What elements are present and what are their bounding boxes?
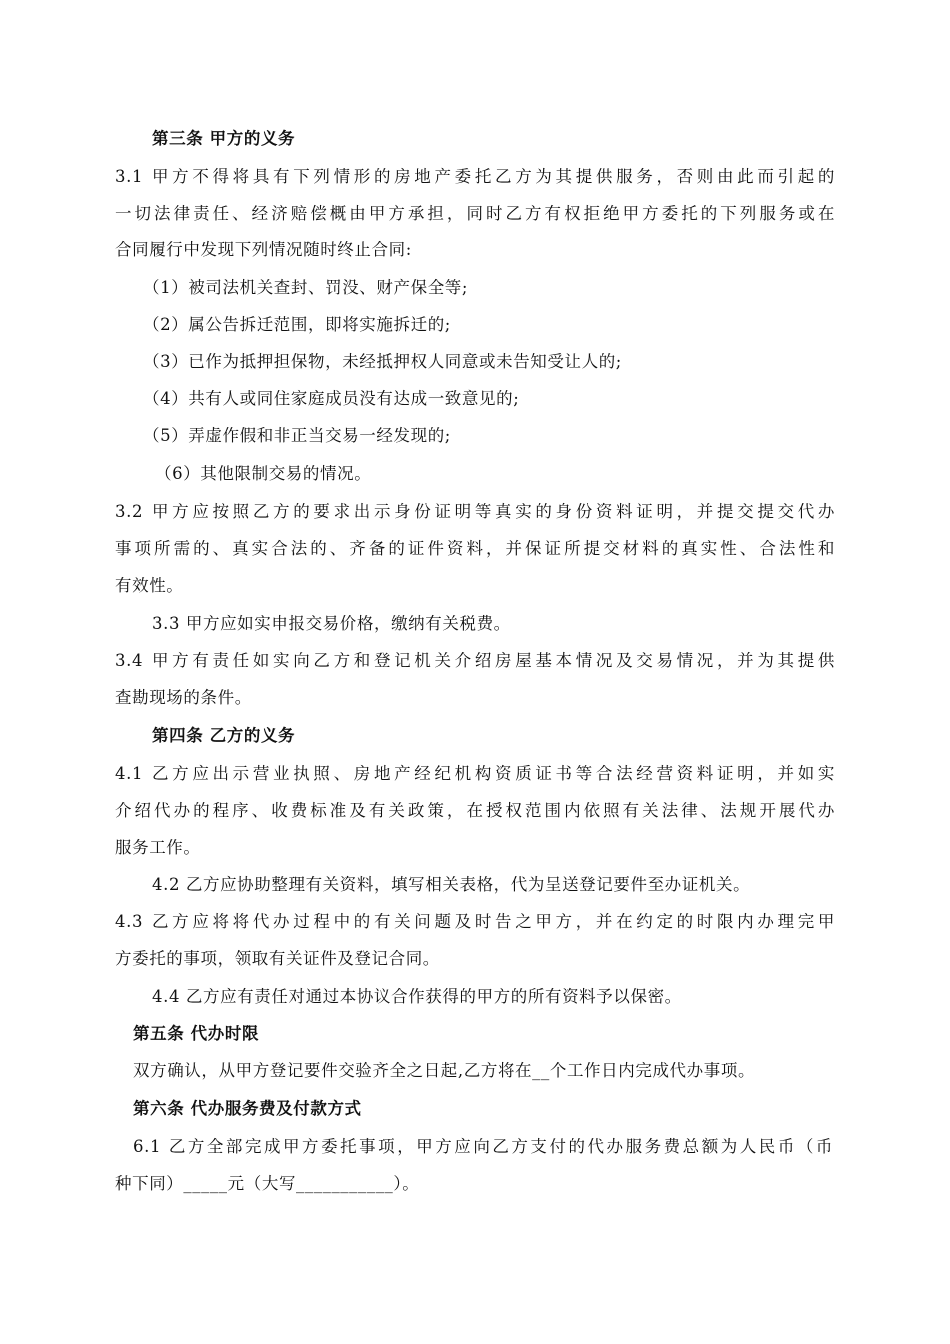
paragraph-line: 3.4 甲方有责任如实向乙方和登记机关介绍房屋基本情况及交易情况，并为其提供 xyxy=(115,651,835,670)
paragraph-line: 3.2 甲方应按照乙方的要求出示身份证明等真实的身份资料证明，并提交提交代办 xyxy=(115,502,835,521)
list-item: （5）弄虚作假和非正当交易一经发现的; xyxy=(143,426,451,445)
paragraph-line: 有效性。 xyxy=(115,576,184,595)
list-item: （6）其他限制交易的情况。 xyxy=(155,464,372,483)
paragraph-line: 服务工作。 xyxy=(115,838,201,857)
paragraph-line: 查勘现场的条件。 xyxy=(115,688,252,707)
paragraph-line: 6.1 乙方全部完成甲方委托事项，甲方应向乙方支付的代办服务费总额为人民币（币 xyxy=(133,1137,833,1156)
paragraph-line: 介绍代办的程序、收费标准及有关政策，在授权范围内依照有关法律、法规开展代办 xyxy=(115,801,835,820)
paragraph-line: 3.1 甲方不得将具有下列情形的房地产委托乙方为其提供服务，否则由此而引起的 xyxy=(115,167,835,186)
section-heading-6: 第六条 代办服务费及付款方式 xyxy=(133,1099,362,1118)
paragraph-line: 一切法律责任、经济赔偿概由甲方承担，同时乙方有权拒绝甲方委托的下列服务或在 xyxy=(115,204,835,223)
paragraph-line: 方委托的事项，领取有关证件及登记合同。 xyxy=(115,949,440,968)
paragraph-line: 种下同）_____元（大写___________）。 xyxy=(115,1174,420,1193)
paragraph-line: 双方确认，从甲方登记要件交验齐全之日起,乙方将在__个工作日内完成代办事项。 xyxy=(133,1061,756,1080)
list-item: （4）共有人或同住家庭成员没有达成一致意见的; xyxy=(143,389,520,408)
paragraph-line: 3.3 甲方应如实申报交易价格，缴纳有关税费。 xyxy=(152,614,511,633)
list-item: （3）已作为抵押担保物，未经抵押权人同意或未告知受让人的; xyxy=(143,352,622,371)
paragraph-line: 4.2 乙方应协助整理有关资料，填写相关表格，代为呈送登记要件至办证机关。 xyxy=(152,875,751,894)
paragraph-line: 4.1 乙方应出示营业执照、房地产经纪机构资质证书等合法经营资料证明，并如实 xyxy=(115,764,835,783)
list-item: （1）被司法机关查封、罚没、财产保全等; xyxy=(143,278,469,297)
paragraph-line: 合同履行中发现下列情况随时终止合同: xyxy=(115,240,412,259)
paragraph-line: 4.3 乙方应将将代办过程中的有关问题及时告之甲方，并在约定的时限内办理完甲 xyxy=(115,912,835,931)
paragraph-line: 事项所需的、真实合法的、齐备的证件资料，并保证所提交材料的真实性、合法性和 xyxy=(115,539,835,558)
section-heading-3: 第三条 甲方的义务 xyxy=(152,129,296,148)
section-heading-4: 第四条 乙方的义务 xyxy=(152,726,296,745)
section-heading-5: 第五条 代办时限 xyxy=(133,1024,260,1043)
list-item: （2）属公告拆迁范围，即将实施拆迁的; xyxy=(143,315,451,334)
paragraph-line: 4.4 乙方应有责任对通过本协议合作获得的甲方的所有资料予以保密。 xyxy=(152,987,682,1006)
